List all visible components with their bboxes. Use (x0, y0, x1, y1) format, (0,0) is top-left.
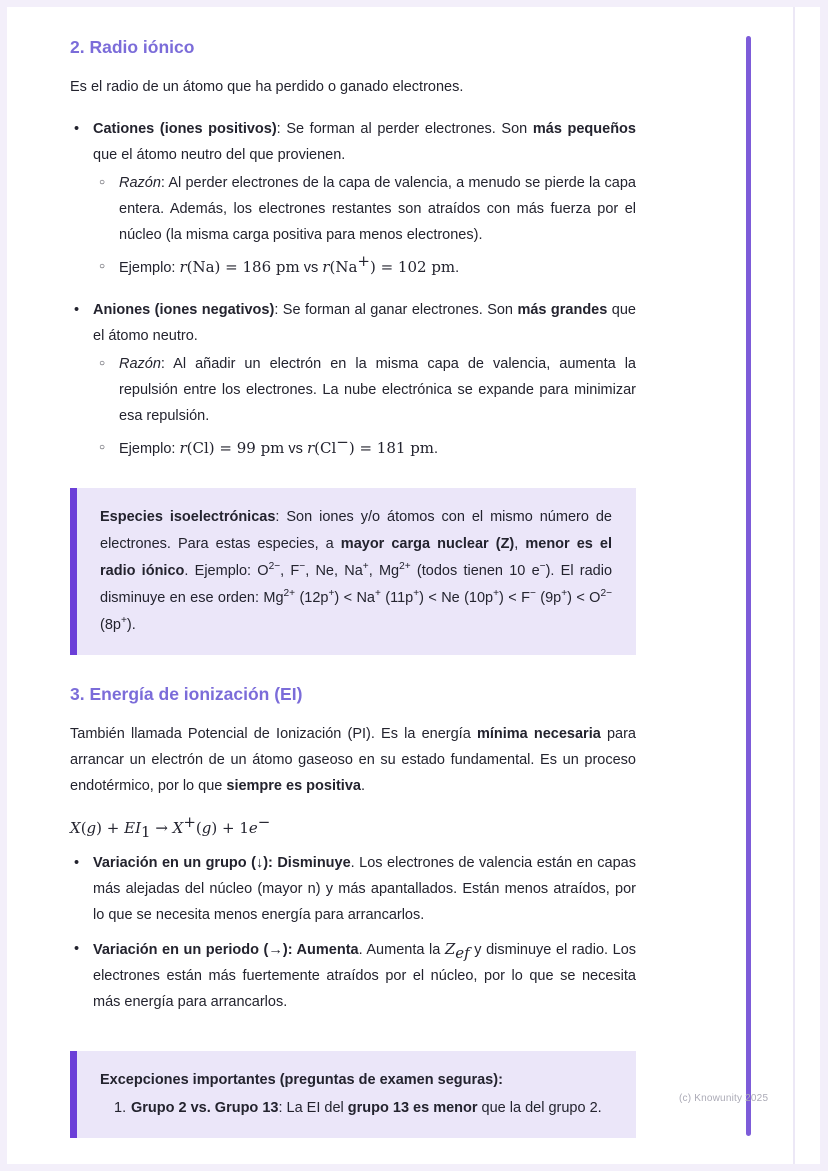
document-page (7, 7, 820, 1164)
text-segment: + (357, 252, 370, 271)
text-segment: + (362, 561, 369, 573)
text-segment: 1 (141, 823, 151, 842)
text-segment: (Na) = 186 pm (186, 258, 300, 276)
subbullet-aniones-razon (98, 351, 636, 429)
text-segment: 2+ (399, 561, 411, 573)
section-heading-radio-ionico: 2. Radio iónico (70, 37, 195, 57)
text-segment: Variación en un grupo (↓): Disminuye (93, 855, 351, 871)
text-segment: ) < O (567, 590, 601, 606)
text-segment: 2+ (283, 588, 296, 600)
text-segment: (9p (535, 590, 562, 606)
circle-bullet-marker: ○ (99, 442, 106, 453)
circle-bullet-marker: ○ (99, 261, 106, 272)
text-segment: 2− (600, 588, 612, 600)
text-segment: + (413, 588, 420, 600)
text-segment: + (183, 812, 196, 831)
knowunity-watermark: (c) Knowunity 2025 (679, 1093, 769, 1104)
exceptions-item-1 (114, 1095, 612, 1122)
text-segment: ef (455, 943, 470, 962)
text-segment: : Al añadir un electrón en la misma capa de valencia, aumenta la repulsión entre los electrones. La nube electrónica se expande para minimizar esa repulsión. (119, 356, 636, 424)
text-segment: + (102, 819, 125, 837)
text-segment: , Ne, Na (305, 563, 363, 579)
text-segment: g (86, 819, 97, 837)
text-segment: ( (195, 819, 202, 837)
text-segment: (Cl) = 99 pm (186, 439, 285, 457)
radio-ionico-intro: Es el radio de un átomo que ha perdido o ganado electrones. (70, 79, 464, 95)
text-segment: , F (280, 563, 300, 579)
text-segment: r (306, 439, 315, 457)
text-segment: siempre es positiva (226, 778, 361, 794)
bullet-item-aniones (70, 297, 636, 349)
subbullet-cationes-ejemplo-text (119, 254, 636, 281)
text-segment: Ejemplo: (119, 441, 180, 457)
subbullet-cationes-razon (98, 170, 636, 248)
text-segment: Grupo 2 vs. Grupo 13 (131, 1100, 279, 1116)
disc-bullet-marker: • (74, 855, 80, 871)
text-segment: ). (126, 617, 136, 633)
text-segment: − (336, 433, 349, 452)
text-segment: . Ejemplo: O (184, 563, 269, 579)
bullet-cationes-text (93, 116, 636, 168)
text-segment: → (150, 819, 173, 837)
text-segment: X (70, 819, 81, 837)
exceptions-title (100, 1067, 612, 1094)
bullet-variacion-periodo-text (93, 936, 636, 1015)
ionization-equation (70, 812, 636, 842)
text-segment: más grandes (517, 302, 608, 318)
text-segment: (11p (380, 590, 414, 606)
text-segment: mínima necesaria (476, 726, 601, 742)
text-segment: menor es el radio iónico (100, 536, 612, 579)
text-segment: 2− (268, 561, 281, 573)
text-segment: : Son iones y/o átomos con el mismo número de electrones. Para estas especies, a (100, 509, 612, 552)
bullet-item-variacion-periodo (70, 936, 636, 1015)
text-segment: ( (80, 819, 87, 837)
text-segment: : La EI del (278, 1100, 348, 1116)
text-segment: X (172, 819, 184, 837)
text-segment: ). El radio disminuye en ese orden: Mg (100, 563, 613, 606)
text-segment: . Los electrones de valencia están en capas más alejadas del núcleo (mayor n) y más apantallados. Están menos atraídos, por lo que se necesita menos energía para arrancarlos. (93, 855, 636, 923)
exceptions-callout (70, 1051, 636, 1138)
text-segment: + 1 (217, 819, 249, 837)
text-segment: mayor carga nuclear (Z) (340, 536, 515, 552)
text-segment: ) = 102 pm (369, 258, 456, 276)
text-segment: vs (299, 260, 323, 276)
bullet-item-cationes (70, 116, 636, 168)
exceptions-item-1-text (131, 1095, 612, 1122)
isoelectronic-species-text (100, 504, 612, 639)
text-segment: Variación en un periodo (→): Aumenta (93, 942, 359, 958)
page-accent-bar (746, 36, 751, 1136)
text-segment: Z (444, 940, 456, 958)
text-segment: ) < Na (334, 590, 375, 606)
text-segment: r (179, 439, 187, 457)
text-segment: que la del grupo 2. (477, 1100, 602, 1116)
text-segment: También llamada Potencial de Ionización (PI). Es la energía (70, 726, 477, 742)
text-segment: − (539, 561, 546, 573)
text-segment: . (434, 441, 439, 457)
document-content (70, 34, 636, 1138)
text-segment: ) (211, 819, 218, 837)
text-segment: : Se forman al ganar electrones. Son (274, 302, 518, 318)
text-segment: grupo 13 es menor (347, 1100, 478, 1116)
bullet-variacion-grupo-text (93, 850, 636, 928)
subbullet-aniones-razon-text (119, 351, 636, 429)
text-segment: que el átomo neutro del que provienen. (93, 147, 346, 163)
text-segment: − (257, 812, 271, 831)
text-segment: . (360, 778, 365, 794)
text-segment: , Mg (368, 563, 400, 579)
text-segment: , (514, 536, 526, 552)
text-segment: (todos tienen 10 e (410, 563, 540, 579)
circle-bullet-marker: ○ (99, 177, 106, 188)
text-segment: + (374, 588, 381, 600)
text-segment: − (529, 588, 536, 600)
circle-bullet-marker: ○ (99, 358, 106, 369)
text-segment: : Se forman al perder electrones. Son (276, 121, 533, 137)
text-segment: + (561, 588, 568, 600)
text-segment: más pequeños (532, 121, 636, 137)
text-segment: Razón (119, 356, 161, 372)
bullet-aniones-text (93, 297, 636, 349)
text-segment: y disminuye el radio. Los electrones están más fuertemente atraídos por el núcleo, por lo que se necesita más energía para arrancarlos. (93, 942, 637, 1010)
text-segment: r (179, 258, 187, 276)
text-segment: g (201, 819, 212, 837)
text-segment: que el átomo neutro. (93, 302, 636, 344)
text-segment: Excepciones importantes (preguntas de examen seguras): (100, 1072, 503, 1088)
text-segment: . (455, 260, 460, 276)
number-marker: 1. (114, 1100, 127, 1116)
subbullet-cationes-ejemplo (98, 254, 636, 281)
text-segment: r (322, 258, 330, 276)
page-edge-line (793, 7, 795, 1164)
text-segment: Especies isoelectrónicas (100, 509, 276, 525)
text-segment: (12p (295, 590, 329, 606)
energia-ionizacion-intro (70, 721, 636, 799)
text-segment: ) < F (499, 590, 530, 606)
text-segment: + (493, 588, 500, 600)
disc-bullet-marker: • (74, 941, 80, 957)
subbullet-aniones-ejemplo (98, 435, 636, 462)
text-segment: ) = 181 pm (348, 439, 435, 457)
text-segment: para arrancar un electrón de un átomo gaseoso en su estado fundamental. Es un proceso endotérmico, por lo que (70, 726, 636, 794)
text-segment: vs (284, 441, 307, 457)
subbullet-aniones-ejemplo-text (119, 435, 636, 462)
disc-bullet-marker: • (74, 302, 80, 318)
text-segment: ) < Ne (10p (419, 590, 494, 606)
isoelectronic-species-callout (70, 488, 636, 655)
text-segment: (8p (100, 617, 121, 633)
text-segment: : Al perder electrones de la capa de valencia, a menudo se pierde la capa entera. Además, los electrones restantes son atraídos con más fuerza por el núcleo (la misma carga positiva para menos electrones). (119, 175, 636, 243)
text-segment: Razón (119, 175, 161, 191)
text-segment: ) (96, 819, 103, 837)
text-segment: + (120, 615, 127, 627)
text-segment: . Aumenta la (358, 942, 445, 958)
text-segment: e (248, 819, 258, 837)
text-segment: (Cl (314, 439, 337, 457)
text-segment: EI (124, 819, 141, 837)
text-segment: Cationes (iones positivos) (93, 121, 277, 137)
disc-bullet-marker: • (74, 121, 80, 137)
text-segment: − (299, 561, 306, 573)
text-segment: Aniones (iones negativos) (93, 302, 275, 318)
bullet-item-variacion-grupo (70, 850, 636, 928)
text-segment: Ejemplo: (119, 260, 180, 276)
text-segment: (Na (329, 258, 358, 276)
section-heading-energia-ionizacion: 3. Energía de ionización (EI) (70, 684, 303, 704)
subbullet-cationes-razon-text (119, 170, 636, 248)
text-segment: + (328, 588, 335, 600)
